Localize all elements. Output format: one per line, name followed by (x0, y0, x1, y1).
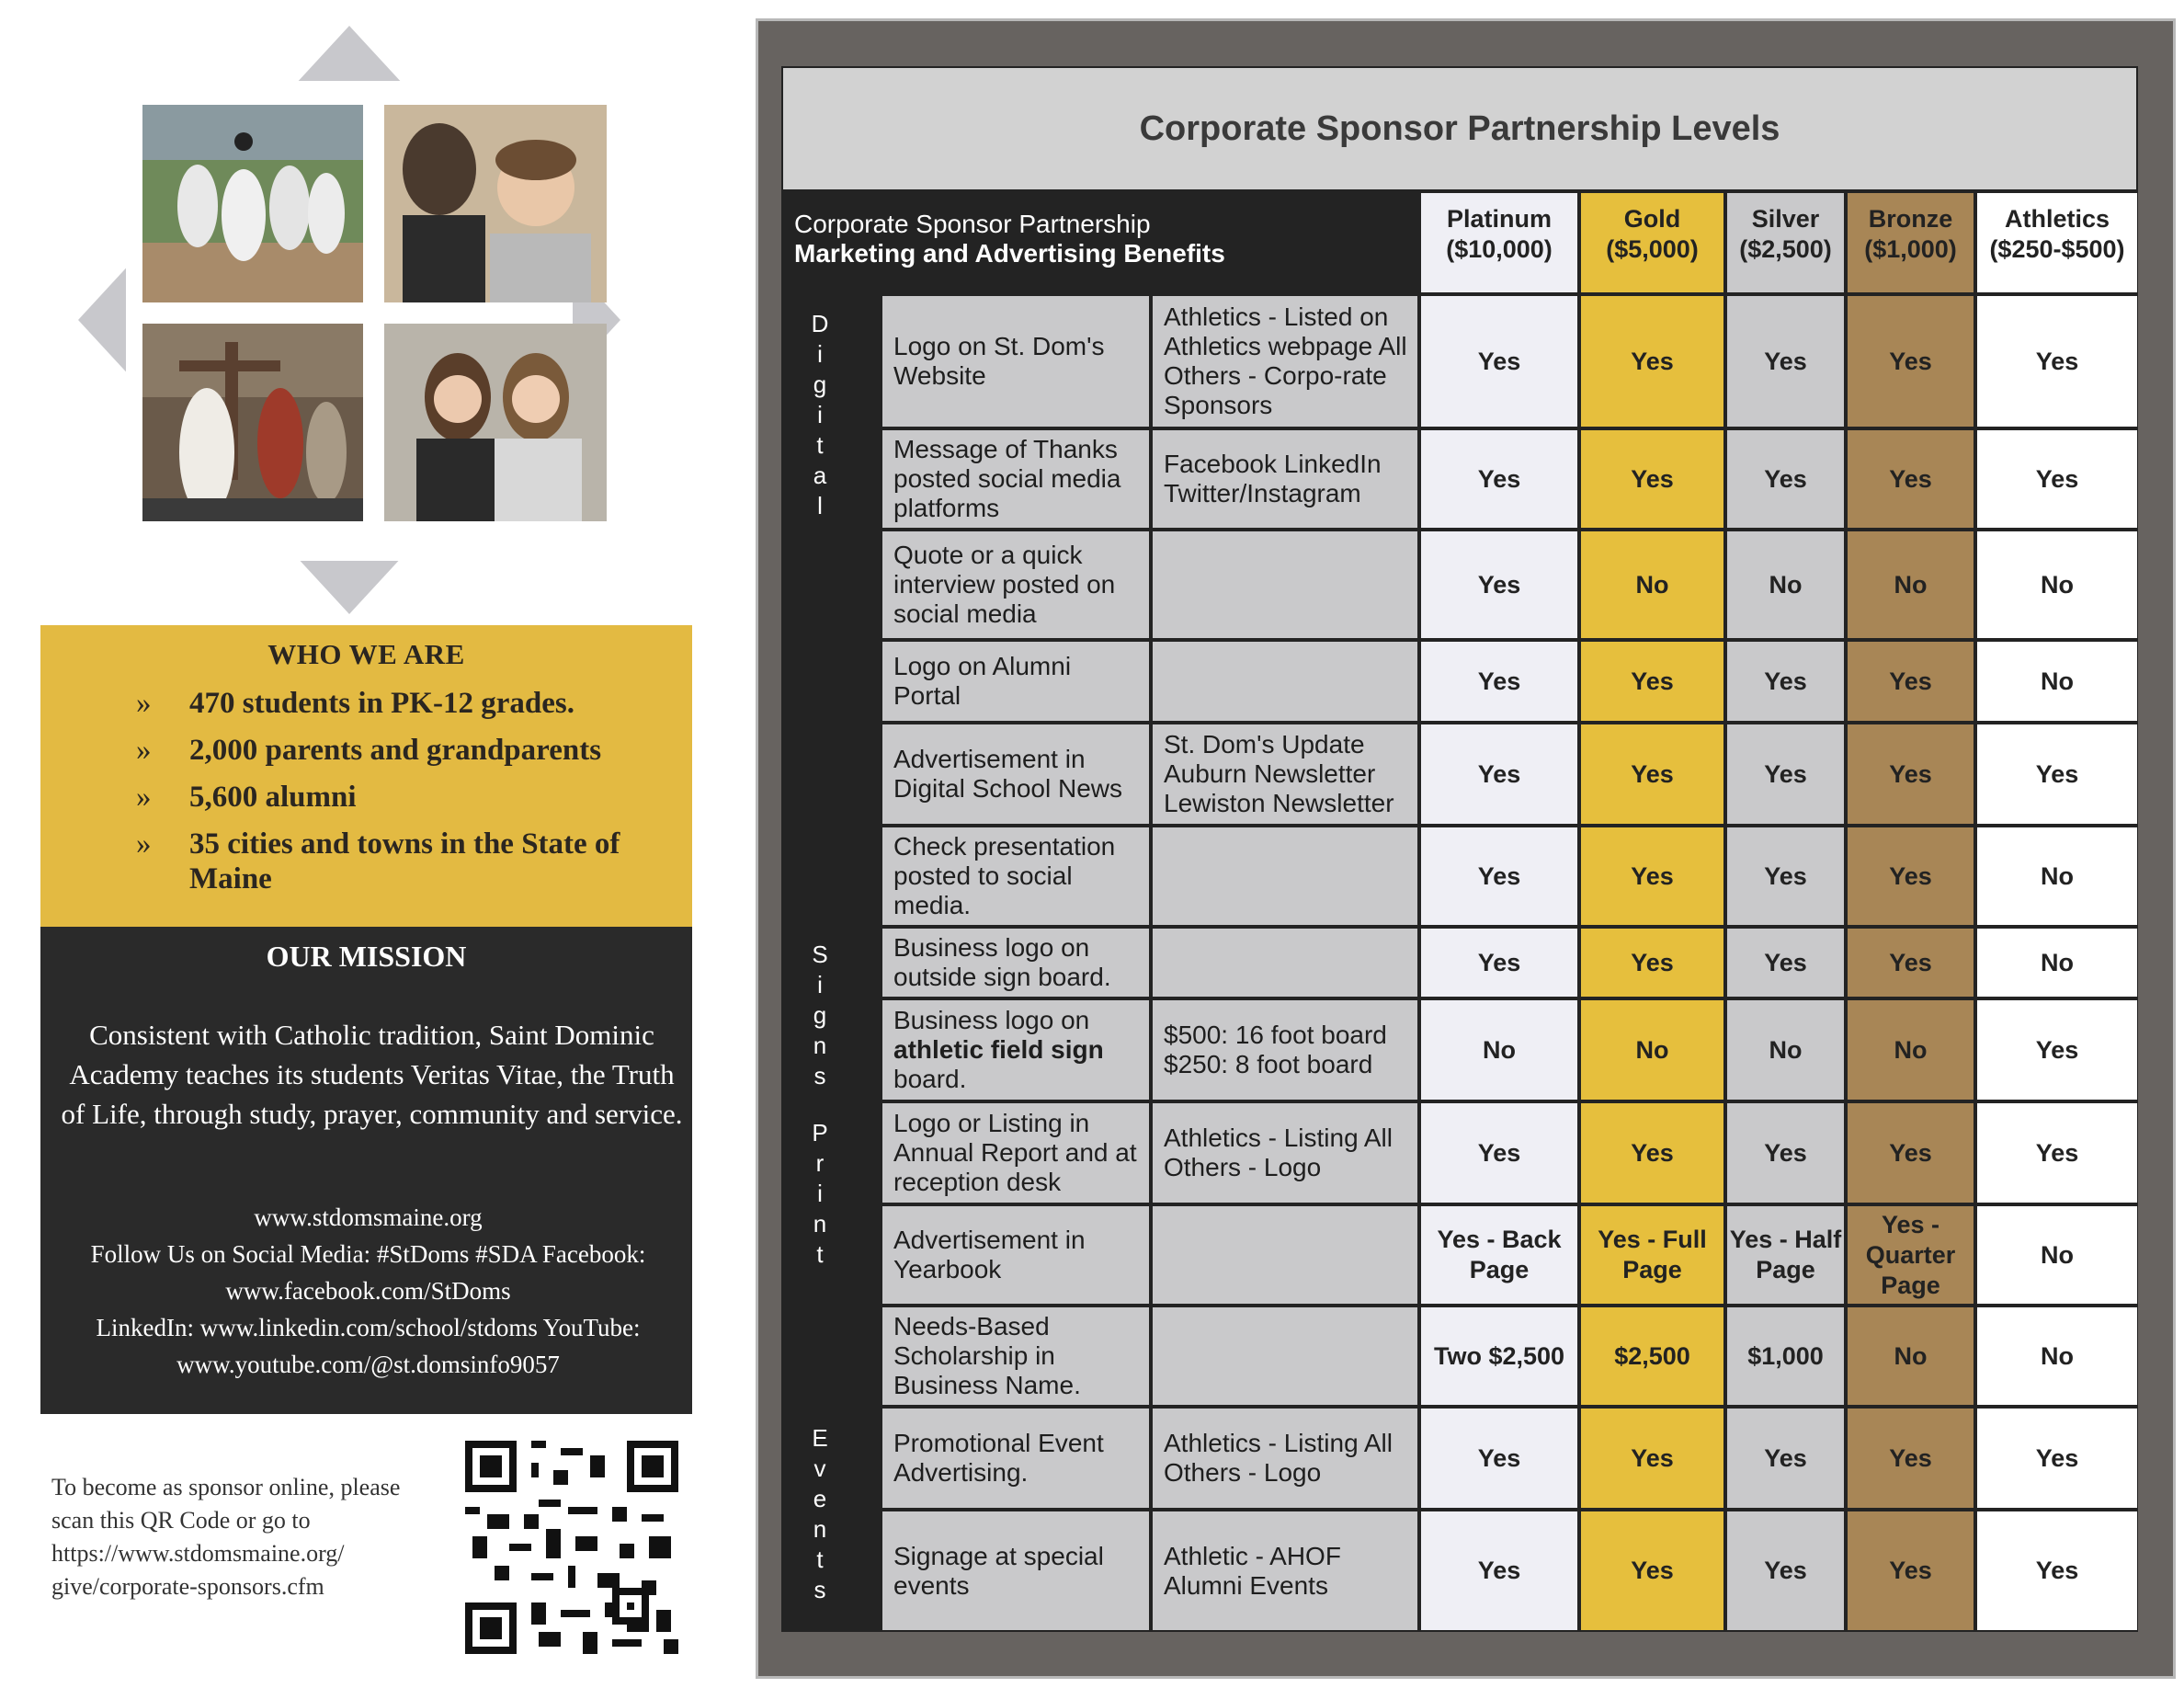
list-item (97, 827, 686, 896)
benefit-cell (882, 1206, 1149, 1304)
benefit-text: Message of Thanks posted social media platforms (893, 435, 1121, 522)
category-letter: s (813, 1576, 826, 1603)
baseball-team-photo (142, 105, 363, 302)
value-text: Yes (2035, 1557, 2079, 1584)
detail-cell (1153, 642, 1417, 721)
benefit-text: Check presentation posted to social media. (893, 832, 1116, 919)
category-letter: e (813, 1485, 827, 1512)
category-letter: S (812, 941, 828, 968)
category-letter: n (813, 1515, 827, 1543)
qr-code-icon[interactable] (465, 1441, 678, 1654)
value-text: Yes (1889, 948, 1932, 976)
value-cell-gold (1581, 1307, 1723, 1405)
value-cell-bronze (1848, 1307, 1974, 1405)
category-print (802, 1118, 838, 1270)
category-letter: E (812, 1424, 828, 1452)
benefit-cell (882, 531, 1149, 638)
social-media-line: Follow Us on Social Media: #StDoms #SDA Facebook: (90, 1240, 646, 1268)
value-cell-gold (1581, 430, 1723, 528)
value-cell-athletics (1977, 531, 2137, 638)
value-cell-gold (1581, 1511, 1723, 1630)
category-letter: l (817, 492, 823, 519)
category-letter: D (811, 310, 829, 337)
value-text: Yes (2035, 1443, 2079, 1472)
level-name: Bronze (1868, 205, 1953, 233)
list-item-text: 35 cities and towns in the State of Maine (189, 827, 620, 895)
category-letter: a (813, 462, 827, 489)
value-cell-athletics (1977, 1206, 2137, 1304)
youtube-link[interactable]: www.youtube.com/@st.domsinfo9057 (176, 1351, 560, 1378)
value-cell-platinum (1421, 296, 1577, 427)
category-letter: s (813, 1062, 826, 1089)
value-cell-bronze (1848, 1000, 1974, 1100)
level-header-silver (1727, 193, 1844, 292)
value-text: Yes (1889, 1557, 1932, 1584)
category-letter: n (813, 1032, 827, 1059)
facebook-link[interactable]: www.facebook.com/StDoms (225, 1277, 511, 1305)
value-text: Yes (1477, 1557, 1521, 1584)
value-text: Yes (1764, 1138, 1807, 1167)
value-cell-bronze (1848, 1409, 1974, 1508)
detail-text: $500: 16 foot board $250: 8 foot board (1164, 1021, 1387, 1078)
value-text: No (2041, 1341, 2074, 1370)
value-cell-bronze (1848, 430, 1974, 528)
value-cell-athletics (1977, 1103, 2137, 1203)
value-cell-gold (1581, 1206, 1723, 1304)
value-text: Yes (1764, 948, 1807, 976)
table-title-bar (783, 68, 2136, 189)
value-cell-bronze (1848, 642, 1974, 721)
value-text: Yes - Full Page (1598, 1226, 1707, 1283)
value-cell-silver (1727, 827, 1844, 925)
value-text: Yes (1764, 759, 1807, 788)
category-letter: t (816, 1240, 824, 1268)
benefit-text: Promotional Event Advertising. (893, 1429, 1104, 1487)
value-cell-bronze (1848, 929, 1974, 997)
value-text: Yes (1764, 347, 1807, 375)
category-cell (783, 724, 879, 824)
value-text: Yes (1889, 347, 1932, 375)
category-cell (783, 531, 879, 638)
value-cell-athletics (1977, 724, 2137, 824)
value-cell-platinum (1421, 827, 1577, 925)
value-text: Yes (2035, 1035, 2079, 1064)
value-text: No (1894, 1341, 1928, 1370)
value-cell-bronze (1848, 1511, 1974, 1630)
value-text: No (2041, 667, 2074, 695)
value-text: No (2041, 861, 2074, 890)
level-name: Silver (1751, 205, 1820, 233)
value-cell-athletics (1977, 430, 2137, 528)
mission-panel (40, 927, 692, 1414)
value-text: No (1635, 1035, 1669, 1064)
value-text: No (1635, 570, 1669, 599)
value-text: Yes (1764, 861, 1807, 890)
list-item-text: 470 students in PK-12 grades. (189, 687, 574, 720)
value-text: Yes (1477, 861, 1521, 890)
value-text: Yes (1631, 1138, 1674, 1167)
value-cell-gold (1581, 1000, 1723, 1100)
detail-cell (1153, 430, 1417, 528)
detail-cell (1153, 296, 1417, 427)
category-letter: g (813, 371, 827, 398)
detail-cell (1153, 1000, 1417, 1100)
detail-cell (1153, 724, 1417, 824)
value-text: Yes (2035, 759, 2079, 788)
value-text: No (1894, 1035, 1928, 1064)
detail-cell (1153, 1511, 1417, 1630)
detail-cell (1153, 531, 1417, 638)
benefit-cell (882, 1409, 1149, 1508)
value-text: Yes (1477, 1443, 1521, 1472)
benefit-cell (882, 1103, 1149, 1203)
value-cell-athletics (1977, 1409, 2137, 1508)
value-text: Yes (1889, 667, 1932, 695)
detail-text: Athletics - Listing All Others - Logo (1164, 1123, 1393, 1181)
level-header-platinum (1421, 193, 1577, 292)
benefit-text: Advertisement in Yearbook (893, 1226, 1086, 1283)
level-name: Platinum (1446, 205, 1552, 233)
value-cell-silver (1727, 642, 1844, 721)
benefit-cell (882, 642, 1149, 721)
level-name: Athletics (2004, 205, 2110, 233)
value-cell-athletics (1977, 1307, 2137, 1405)
value-cell-platinum (1421, 1307, 1577, 1405)
value-cell-athletics (1977, 1000, 2137, 1100)
value-cell-silver (1727, 1511, 1844, 1630)
value-cell-gold (1581, 724, 1723, 824)
benefit-text: Quote or a quick interview posted on social media (893, 541, 1116, 628)
value-cell-silver (1727, 296, 1844, 427)
value-cell-athletics (1977, 827, 2137, 925)
category-letter: i (817, 971, 823, 998)
table-header-label (783, 193, 1417, 292)
value-cell-gold (1581, 296, 1723, 427)
value-text: Yes (1889, 1443, 1932, 1472)
value-text: No (2041, 570, 2074, 599)
category-letter: g (813, 1001, 827, 1029)
value-text: Yes (1764, 667, 1807, 695)
value-text: No (1769, 1035, 1803, 1064)
value-text: Yes (1477, 464, 1521, 493)
two-students-photo (384, 324, 607, 521)
value-text: Yes (1764, 464, 1807, 493)
website-link[interactable]: www.stdomsmaine.org (254, 1203, 483, 1231)
category-letter: i (817, 1180, 823, 1207)
value-text: Yes (1631, 1443, 1674, 1472)
benefit-text: Logo on St. Dom's Website (893, 332, 1105, 390)
benefit-text: Logo or Listing in Annual Report and at reception desk (893, 1109, 1137, 1196)
value-cell-silver (1727, 1409, 1844, 1508)
value-cell-silver (1727, 1103, 1844, 1203)
category-letter: v (813, 1454, 826, 1482)
list-item-text: 2,000 parents and grandparents (189, 734, 602, 767)
value-text: No (2041, 948, 2074, 976)
bullet-icon: » (136, 734, 152, 767)
value-cell-platinum (1421, 1409, 1577, 1508)
value-cell-platinum (1421, 430, 1577, 528)
detail-cell (1153, 1206, 1417, 1304)
benefit-cell (882, 1511, 1149, 1630)
level-amount: ($250-$500) (1989, 235, 2125, 263)
table-title: Corporate Sponsor Partnership Levels (1139, 108, 1780, 148)
value-text: Yes (1631, 464, 1674, 493)
header-line-1: Corporate Sponsor Partnership (794, 210, 1151, 238)
benefit-text: Business logo on athletic field sign board. (893, 1006, 1104, 1093)
value-text: Yes (1889, 861, 1932, 890)
value-cell-athletics (1977, 1511, 2137, 1630)
level-amount: ($2,500) (1739, 235, 1832, 263)
category-events (802, 1423, 838, 1605)
value-text: Yes - Back Page (1437, 1226, 1562, 1283)
value-cell-platinum (1421, 1000, 1577, 1100)
header-line-2: Marketing and Advertising Benefits (794, 239, 1225, 268)
value-cell-gold (1581, 827, 1723, 925)
category-letter: n (813, 1210, 827, 1237)
value-cell-bronze (1848, 724, 1974, 824)
value-cell-athletics (1977, 929, 2137, 997)
benefit-text: Needs-Based Scholarship in Business Name. (893, 1312, 1081, 1399)
value-cell-bronze (1848, 531, 1974, 638)
value-cell-platinum (1421, 531, 1577, 638)
value-cell-gold (1581, 1409, 1723, 1508)
value-text: Yes (1477, 667, 1521, 695)
value-text: No (2041, 1240, 2074, 1269)
detail-text: Athletic - AHOF Alumni Events (1164, 1541, 1341, 1600)
value-cell-silver (1727, 531, 1844, 638)
who-we-are-list (97, 686, 686, 908)
choir-students-photo (384, 105, 607, 302)
value-text: Yes (1889, 464, 1932, 493)
category-cell (783, 1307, 879, 1405)
who-we-are-panel (40, 625, 692, 927)
photo-collage (78, 26, 620, 614)
category-letter: t (816, 431, 824, 459)
bullet-icon: » (136, 827, 152, 861)
detail-cell (1153, 1103, 1417, 1203)
value-text: No (1483, 1035, 1516, 1064)
detail-cell (1153, 827, 1417, 925)
value-cell-athletics (1977, 296, 2137, 427)
detail-cell (1153, 1409, 1417, 1508)
value-text: Yes (1631, 667, 1674, 695)
list-item (97, 686, 686, 721)
value-text: Yes (1477, 347, 1521, 375)
benefit-cell (882, 296, 1149, 427)
value-text: Yes - Half Page (1729, 1226, 1842, 1283)
bullet-icon: » (136, 687, 152, 720)
value-cell-silver (1727, 1307, 1844, 1405)
level-amount: ($5,000) (1606, 235, 1699, 263)
value-cell-platinum (1421, 642, 1577, 721)
benefit-text: Advertisement in Digital School News (893, 745, 1122, 803)
value-cell-silver (1727, 1000, 1844, 1100)
detail-text: Athletics - Listed on Athletics webpage All Others - Corpo-rate Sponsors (1164, 302, 1407, 419)
value-text: No (1769, 570, 1803, 599)
benefit-cell (882, 1307, 1149, 1405)
value-cell-gold (1581, 929, 1723, 997)
value-cell-silver (1727, 430, 1844, 528)
value-text: No (1894, 570, 1928, 599)
value-text: $1,000 (1747, 1341, 1824, 1370)
value-text: Yes (1631, 948, 1674, 976)
value-cell-silver (1727, 724, 1844, 824)
value-text: Yes (1764, 1443, 1807, 1472)
level-amount: ($10,000) (1446, 235, 1553, 263)
detail-text: St. Dom's Update Auburn Newsletter Lewiston Newsletter (1164, 730, 1394, 817)
mission-title: OUR MISSION (266, 940, 467, 973)
bullet-icon: » (136, 781, 152, 814)
category-digital (802, 309, 838, 521)
who-we-are-title: WHO WE ARE (267, 638, 465, 670)
category-cell (783, 827, 879, 925)
level-header-bronze (1848, 193, 1974, 292)
value-cell-silver (1727, 1206, 1844, 1304)
value-cell-bronze (1848, 1103, 1974, 1203)
value-cell-platinum (1421, 1206, 1577, 1304)
detail-cell (1153, 1307, 1417, 1405)
value-text: Two $2,500 (1433, 1341, 1565, 1370)
value-text: Yes - Quarter Page (1865, 1210, 1956, 1299)
value-cell-bronze (1848, 827, 1974, 925)
mission-statement: Consistent with Catholic tradition, Saint Dominic Academy teaches its students Veritas Vitae, the Truth of Life, through study, prayer, community and service. (61, 1019, 683, 1130)
linkedin-youtube-line[interactable]: LinkedIn: www.linkedin.com/school/stdoms YouTube: (96, 1314, 641, 1341)
value-cell-platinum (1421, 929, 1577, 997)
value-text: Yes (1764, 1557, 1807, 1584)
value-text: Yes (2035, 347, 2079, 375)
value-cell-platinum (1421, 724, 1577, 824)
detail-cell (1153, 929, 1417, 997)
drama-performance-photo (142, 324, 363, 521)
value-text: Yes (1631, 759, 1674, 788)
value-text: Yes (1889, 759, 1932, 788)
value-text: Yes (1477, 1138, 1521, 1167)
value-cell-gold (1581, 642, 1723, 721)
value-cell-bronze (1848, 1206, 1974, 1304)
category-letter: P (812, 1119, 828, 1146)
level-header-athletics (1977, 193, 2137, 292)
value-cell-bronze (1848, 296, 1974, 427)
contact-links (50, 1199, 687, 1383)
benefit-text: Business logo on outside sign board. (893, 933, 1111, 991)
value-cell-platinum (1421, 1103, 1577, 1203)
value-cell-platinum (1421, 1511, 1577, 1630)
value-cell-gold (1581, 1103, 1723, 1203)
benefit-text: Logo on Alumni Portal (893, 652, 1072, 710)
value-cell-silver (1727, 929, 1844, 997)
value-text: $2,500 (1614, 1341, 1690, 1370)
level-amount: ($1,000) (1864, 235, 1957, 263)
benefit-text: Signage at special events (893, 1541, 1104, 1600)
value-cell-athletics (1977, 642, 2137, 721)
category-letter: r (815, 1149, 825, 1177)
benefit-cell (882, 929, 1149, 997)
benefit-cell (882, 827, 1149, 925)
value-text: Yes (1477, 570, 1521, 599)
level-name: Gold (1623, 205, 1681, 233)
benefit-cell (882, 724, 1149, 824)
value-text: Yes (1631, 1557, 1674, 1584)
list-item (97, 780, 686, 815)
benefit-cell (882, 430, 1149, 528)
detail-text: Athletics - Listing All Others - Logo (1164, 1429, 1393, 1487)
value-text: Yes (1477, 948, 1521, 976)
category-cell (783, 642, 879, 721)
value-text: Yes (2035, 1138, 2079, 1167)
category-letter: i (817, 401, 823, 428)
sponsor-instructions: To become as sponsor online, please scan this QR Code or go to https://www.stdomsmaine.org/ give/corporate-sponsors.cfm (51, 1474, 401, 1600)
category-signs (802, 940, 838, 1091)
list-item-text: 5,600 alumni (189, 781, 357, 814)
value-text: Yes (1889, 1138, 1932, 1167)
level-header-gold (1581, 193, 1723, 292)
category-letter: t (816, 1545, 824, 1573)
value-text: Yes (2035, 464, 2079, 493)
value-text: Yes (1631, 347, 1674, 375)
value-text: Yes (1631, 861, 1674, 890)
benefit-cell (882, 1000, 1149, 1100)
value-text: Yes (1477, 759, 1521, 788)
value-cell-gold (1581, 531, 1723, 638)
detail-text: Facebook LinkedIn Twitter/Instagram (1164, 450, 1382, 508)
list-item (97, 733, 686, 768)
category-letter: i (817, 340, 823, 368)
